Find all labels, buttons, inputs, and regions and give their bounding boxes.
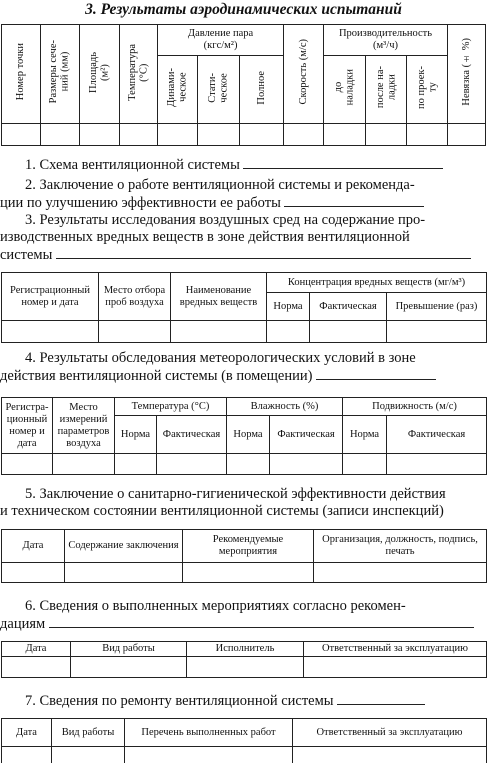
header-point-number: Номер точки xyxy=(2,25,41,124)
header-reg-number: Регистра-ционный номер и дата xyxy=(2,398,53,454)
header-section-size: Размеры сече- ний (мм) xyxy=(40,25,80,124)
header-actual: Фактическая xyxy=(157,416,227,454)
table-row xyxy=(2,747,487,763)
repair-records-table xyxy=(1,718,487,763)
header-substance-name: Наименование вредных веществ xyxy=(171,273,267,321)
section-title: 3. Результаты аэродинамических испытаний xyxy=(85,1,402,18)
header-norm: Норма xyxy=(227,416,270,454)
header-measure-place: Место измерений параметров воздуха xyxy=(53,398,115,454)
header-norm: Норма xyxy=(115,416,157,454)
header-responsible: Ответственный за эксплуатацию xyxy=(304,642,487,657)
header-mobility: Подвижность (м/с) xyxy=(343,398,487,416)
header-date: Дата xyxy=(2,530,65,563)
header-concentration: Концентрация вредных веществ (мг/м³) xyxy=(267,273,487,293)
table-row xyxy=(2,321,487,343)
table-row xyxy=(2,657,487,678)
header-reg-number: Регистрационный номер и дата xyxy=(2,273,99,321)
header-productivity: Производительность (м³/ч) xyxy=(323,25,448,56)
header-actual: Фактическая xyxy=(310,293,387,321)
header-pressure: Давление пара (кгс/м²) xyxy=(158,25,284,56)
header-executor: Исполнитель xyxy=(187,642,304,657)
header-after: после на- ладки xyxy=(366,56,407,124)
meteo-conditions-table xyxy=(1,397,487,475)
paragraph-3: 3. Результаты исследования воздушных сред на содержание про- изводственных вредных веществ в зоне действия вентиляционной системы xyxy=(0,212,487,264)
header-temperature: Температура (°С) xyxy=(115,398,227,416)
header-work-type: Вид работы xyxy=(71,642,187,657)
paragraph-4: 4. Результаты обследования метеорологических условий в зоне действия вентиляционной системы (в помещении) xyxy=(0,350,487,385)
header-content: Содержание заключения xyxy=(65,530,183,563)
paragraph-1: 1. Схема вентиляционной системы xyxy=(0,156,487,174)
header-sampling-place: Место отбора проб воздуха xyxy=(99,273,171,321)
paragraph-5: 5. Заключение о санитарно-гигиенической эффективности действия и техническом состоянии вентиляционной системы (записи инспекций) xyxy=(0,486,446,519)
aerodynamic-results-table xyxy=(1,24,486,146)
header-project: по проек- ту xyxy=(406,56,448,124)
header-date: Дата xyxy=(2,642,71,657)
header-dynamic: Динами- ческое xyxy=(158,56,198,124)
paragraph-6: 6. Сведения о выполненных мероприятиях согласно рекомен- дациям xyxy=(0,598,487,633)
header-full: Полное xyxy=(240,56,284,124)
table-row xyxy=(2,454,487,475)
header-date: Дата xyxy=(2,719,52,747)
header-work-list: Перечень выполненных работ xyxy=(125,719,293,747)
header-mismatch: Невязка (± %) xyxy=(448,25,486,124)
header-static: Стати- ческое xyxy=(197,56,240,124)
paragraph-2: 2. Заключение о работе вентиляционной системы и рекоменда- ции по улучшению эффективности ее работы xyxy=(0,177,487,212)
header-norm: Норма xyxy=(343,416,387,454)
header-actual: Фактическая xyxy=(387,416,487,454)
header-norm: Норма xyxy=(267,293,310,321)
header-work-type: Вид работы xyxy=(52,719,125,747)
air-analysis-table xyxy=(1,272,487,343)
paragraph-7: 7. Сведения по ремонту вентиляционной системы xyxy=(0,692,487,710)
table-row xyxy=(2,563,487,583)
header-area: Площадь (м²) xyxy=(80,25,120,124)
header-responsible: Ответственный за эксплуатацию xyxy=(293,719,487,747)
inspection-records-table xyxy=(1,529,487,583)
header-humidity: Влажность (%) xyxy=(227,398,343,416)
header-exceed: Превышение (раз) xyxy=(387,293,487,321)
header-organization: Организация, должность, подпись, печать xyxy=(314,530,487,563)
header-actual: Фактическая xyxy=(270,416,343,454)
header-measures: Рекомендуемые мероприятия xyxy=(183,530,314,563)
completed-measures-table xyxy=(1,641,487,678)
header-speed: Скорость (м/с) xyxy=(284,25,324,124)
header-before: до наладки xyxy=(323,56,366,124)
table-row xyxy=(2,124,486,146)
header-temperature: Температура (°С) xyxy=(119,25,158,124)
